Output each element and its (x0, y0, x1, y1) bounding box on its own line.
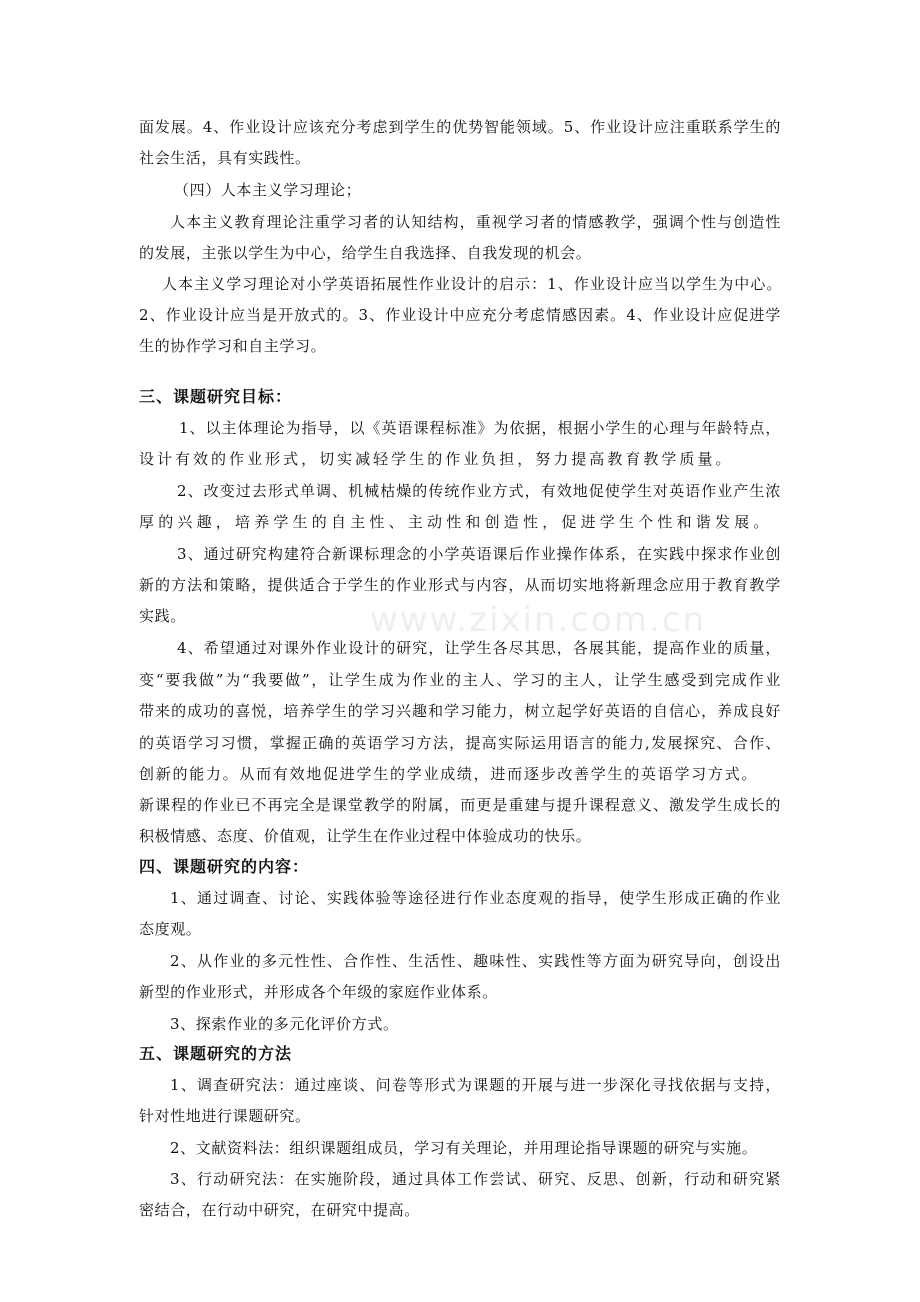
body-line: 设计有效的作业形式，切实减轻学生的作业负担，努力提高教育教学质量。 (139, 450, 731, 468)
body-line: 新型的作业形式，并形成各个年级的家庭作业体系。 (139, 983, 498, 1001)
body-line: 密结合，在行动中研究，在研究中提高。 (139, 1201, 420, 1219)
body-line: 2、文献资料法：组织课题组成员，学习有关理论，并用理论指导课题的研究与实施。 (170, 1139, 758, 1157)
section-heading-content: 四、课题研究的内容： (139, 857, 310, 876)
body-line: 3、通过研究构建符合新课标理念的小学英语课后作业操作体系，在实践中探求作业创 (177, 545, 781, 563)
body-line: 针对性地进行课题研究。 (139, 1107, 311, 1125)
body-line: 创新的能力。从而有效地促进学生的学业成绩，进而逐步改善学生的英语学习方式。 (139, 765, 757, 783)
body-line: 生的协作学习和自主学习。 (139, 337, 327, 355)
section-heading-methods: 五、课题研究的方法 (139, 1044, 293, 1063)
body-line: 2、作业设计应当是开放式的。3、作业设计中应充分考虑情感因素。4、作业设计应促进学 (139, 306, 781, 324)
body-line: 新课程的作业已不再完全是课堂教学的附属，而更是重建与提升课程意义、激发学生成长的 (139, 796, 781, 814)
body-line: 2、改变过去形式单调、机械枯燥的传统作业方式，有效地促使学生对英语作业产生浓 (177, 482, 781, 500)
body-line: 1、通过调查、讨论、实践体验等途径进行作业态度观的指导，使学生形成正确的作业 (170, 889, 781, 907)
body-line: 厚的兴趣，培养学生的自主性、主动性和创造性，促进学生个性和谐发展。 (139, 513, 769, 531)
body-line: 社会生活，具有实践性。 (139, 149, 311, 167)
body-line: 的英语学习习惯，掌握正确的英语学习方法，提高实际运用语言的能力,发展探究、合作、 (139, 734, 781, 752)
body-line: 面发展。4、作业设计应该充分考虑到学生的优势智能领域。5、作业设计应注重联系学生的 (139, 118, 781, 136)
body-line: 4、希望通过对课外作业设计的研究，让学生各尽其思，各展其能，提高作业的质量， (177, 639, 781, 657)
section-heading-goals: 三、课题研究目标： (139, 387, 293, 406)
body-line: 3、探索作业的多元化评价方式。 (170, 1015, 399, 1033)
body-line: 1、以主体理论为指导，以《英语课程标准》为依据，根据小学生的心理与年龄特点， (179, 419, 781, 437)
body-line: 变“要我做”为“我要做”，让学生成为作业的主人、学习的主人，让学生感受到完成作业 (139, 671, 781, 689)
body-line: 实践。 (139, 607, 186, 625)
body-line: 1、调查研究法：通过座谈、问卷等形式为课题的开展与进一步深化寻找依据与支持， (170, 1076, 781, 1094)
body-line: 的发展，主张以学生为中心，给学生自我选择、自我发现的机会。 (139, 244, 592, 262)
body-line: 态度观。 (139, 920, 202, 938)
watermark: www.zixin.com.cn (370, 600, 706, 640)
body-line: 积极情感、态度、价值观，让学生在作业过程中体验成功的快乐。 (139, 827, 592, 845)
body-line: 2、从作业的多元性性、合作性、生活性、趣味性、实践性等方面为研究导向，创设出 (170, 952, 781, 970)
body-line: 人本主义学习理论对小学英语拓展性作业设计的启示：1、作业设计应当以学生为中心。 (162, 275, 782, 293)
body-line: 3、行动研究法：在实施阶段，通过具体工作尝试、研究、反思、创新，行动和研究紧 (170, 1170, 781, 1188)
body-line: 人本主义教育理论注重学习者的认知结构，重视学习者的情感教学，强调个性与创造性 (170, 213, 781, 231)
body-line: 带来的成功的喜悦，培养学生的学习兴趣和学习能力，树立起学好英语的自信心，养成良好 (139, 702, 781, 720)
subsection-heading: （四）人本主义学习理论； (174, 181, 362, 199)
body-line: 新的方法和策略，提供适合于学生的作业形式与内容，从而切实地将新理念应用于教育教学 (139, 576, 781, 594)
